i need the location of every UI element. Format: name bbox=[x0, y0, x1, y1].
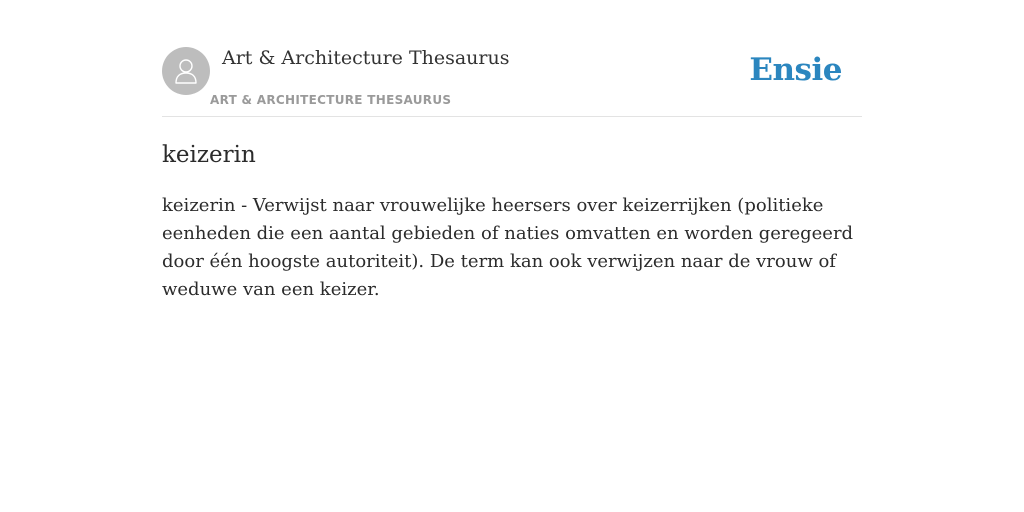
header bbox=[162, 0, 862, 117]
user-icon bbox=[171, 56, 201, 86]
ensie-logo[interactable]: Ensie bbox=[749, 52, 842, 88]
source-label[interactable]: ART & ARCHITECTURE THESAURUS bbox=[210, 93, 452, 107]
page-container bbox=[162, 0, 862, 300]
author-name[interactable]: Art & Architecture Thesaurus bbox=[222, 47, 510, 69]
avatar[interactable] bbox=[162, 47, 210, 95]
term-definition: keizerin - Verwijst naar vrouwelijke heersers over keizerrijken (politieke eenheden die een aantal gebieden of naties omvatten en worden geregeerd door één hoogste autoriteit). De term kan ook verwijzen naar de vrouw of weduwe van een keizer. bbox=[162, 195, 854, 300]
term-title: keizerin bbox=[162, 142, 256, 168]
